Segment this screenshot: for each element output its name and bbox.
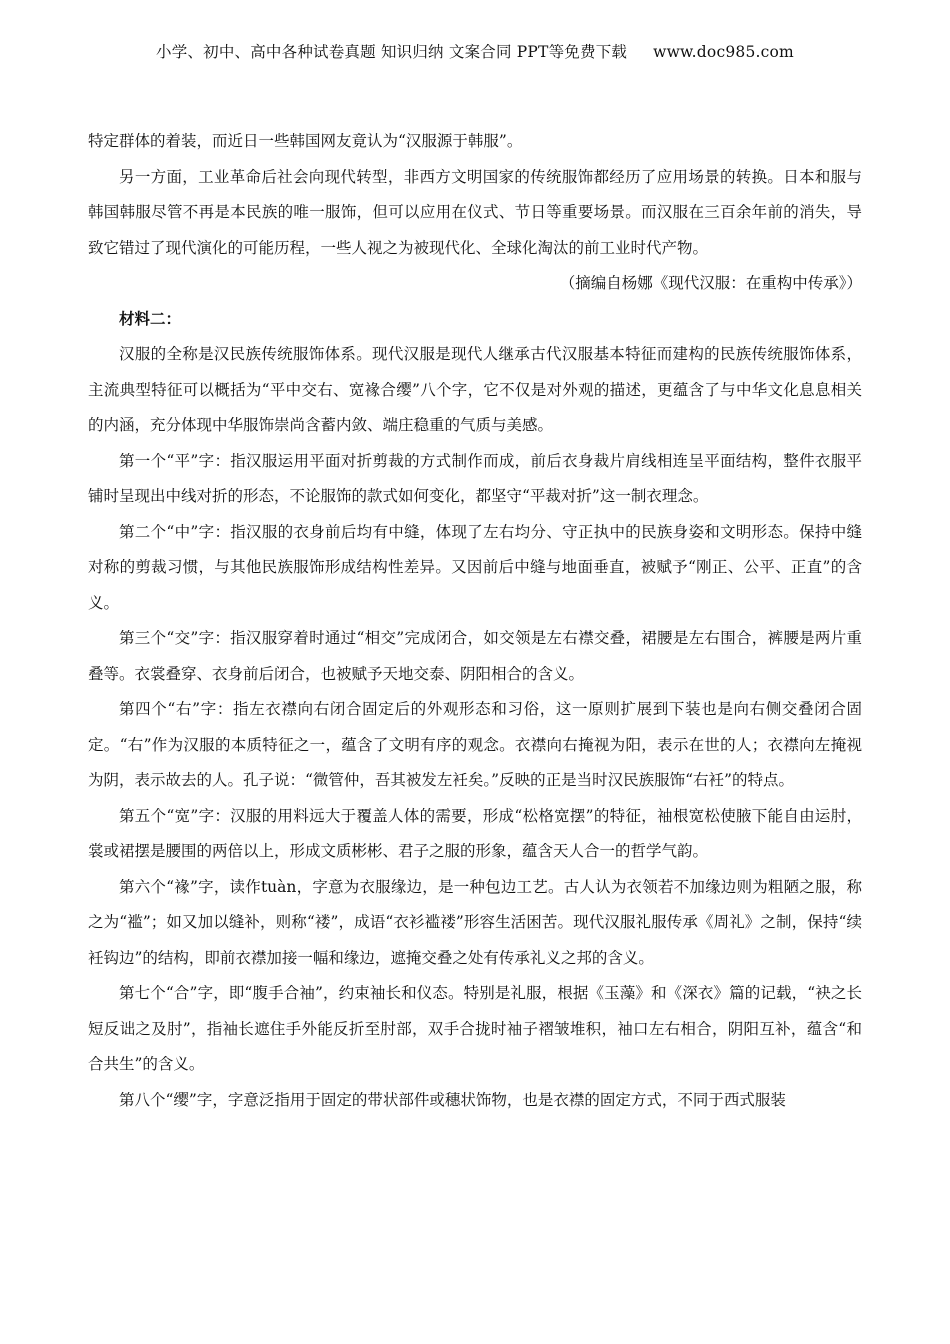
- paragraph-jiao: 第三个“交”字：指汉服穿着时通过“相交”完成闭合，如交领是左右襟交叠，裙腰是左右围合，裤腰是两片重叠等。衣裳叠穿、衣身前后闭合，也被赋予天地交泰、阴阳相合的含义。: [88, 629, 862, 683]
- source-citation: （摘编自杨娜《现代汉服：在重构中传承》）: [559, 274, 862, 292]
- header-title: 小学、初中、高中各种试卷真题 知识归纳 文案合同 PPT等免费下载: [156, 43, 628, 61]
- paragraph-he: 第七个“合”字，即“腹手合袖”，约束袖长和仪态。特别是礼服，根据《玉藻》和《深衣》篇的记载，“袂之长短反诎之及肘”，指袖长遮住手外能反折至肘部，双手合拢时袖子褶皱堆积，袖口左右相合，阴阳互补，蕴含“和合共生”的含义。: [88, 984, 862, 1073]
- paragraph-continued: 特定群体的着装，而近日一些韩国网友竟认为“汉服源于韩服”。: [88, 132, 523, 150]
- paragraph-ping: 第一个“平”字：指汉服运用平面对折剪裁的方式制作而成，前后衣身裁片肩线相连呈平面结构，整件衣服平铺时呈现出中线对折的形态，不论服饰的款式如何变化，都坚守“平裁对折”这一制衣理念。: [88, 451, 862, 505]
- paragraph-you: 第四个“右”字：指左衣襟向右闭合固定后的外观形态和习俗，这一原则扩展到下装也是向右侧交叠闭合固定。“右”作为汉服的本质特征之一，蕴含了文明有序的观念。衣襟向右掩视为阳，表示在世的人；衣襟向左掩视为阴，表示故去的人。孔子说：“微管仲，吾其被发左衽矣。”反映的正是当时汉民族服饰“右衽”的特点。: [88, 700, 862, 789]
- paragraph-kuan: 第五个“宽”字：汉服的用料远大于覆盖人体的需要，形成“松格宽摆”的特征，袖根宽松使腋下能自由运肘，裳或裙摆是腰围的两倍以上，形成文质彬彬、君子之服的形象，蕴含天人合一的哲学气韵。: [88, 806, 862, 860]
- paragraph-modern-transition: 另一方面，工业革命后社会向现代转型，非西方文明国家的传统服饰都经历了应用场景的转换。日本和服与韩国韩服尽管不再是本民族的唯一服饰，但可以应用在仪式、节日等重要场景。而汉服在三百余年前的消失，导致它错过了现代演化的可能历程，一些人视之为被现代化、全球化淘汰的前工业时代产物。: [88, 167, 862, 257]
- paragraph-ying: 第八个“缨”字，字意泛指用于固定的带状部件或穗状饰物，也是衣襟的固定方式，不同于西式服装: [119, 1090, 786, 1109]
- document-body: [88, 124, 862, 1118]
- header-site-url: www.doc985.com: [653, 43, 794, 61]
- page-header: [0, 40, 950, 62]
- paragraph-hanfu-definition: 汉服的全称是汉民族传统服饰体系。现代汉服是现代人继承古代汉服基本特征而建构的民族传统服饰体系，主流典型特征可以概括为“平中交右、宽褖合缨”八个字，它不仅是对外观的描述，更蕴含了与中华文化息息相关的内涵，充分体现中华服饰崇尚含蓄内敛、端庄稳重的气质与美感。: [88, 345, 862, 434]
- paragraph-zhong: 第二个“中”字：指汉服的衣身前后均有中缝，体现了左右均分、守正执中的民族身姿和文明形态。保持中缝对称的剪裁习惯，与其他民族服饰形成结构性差异。又因前后中缝与地面垂直，被赋予“刚正、公平、正直”的含义。: [88, 522, 862, 612]
- material-two-heading: 材料二：: [119, 309, 182, 328]
- paragraph-tuan: 第六个“褖”字，读作tuàn，字意为衣服缘边，是一种包边工艺。古人认为衣领若不加缘边则为粗陋之服，称之为“褴”；如又加以缝补，则称“褛”，成语“衣衫褴褛”形容生活困苦。现代汉服礼服传承《周礼》之制，保持“续衽钩边”的结构，即前衣襟加接一幅和缘边，遮掩交叠之处有传承礼义之邦的含义。: [88, 877, 862, 967]
